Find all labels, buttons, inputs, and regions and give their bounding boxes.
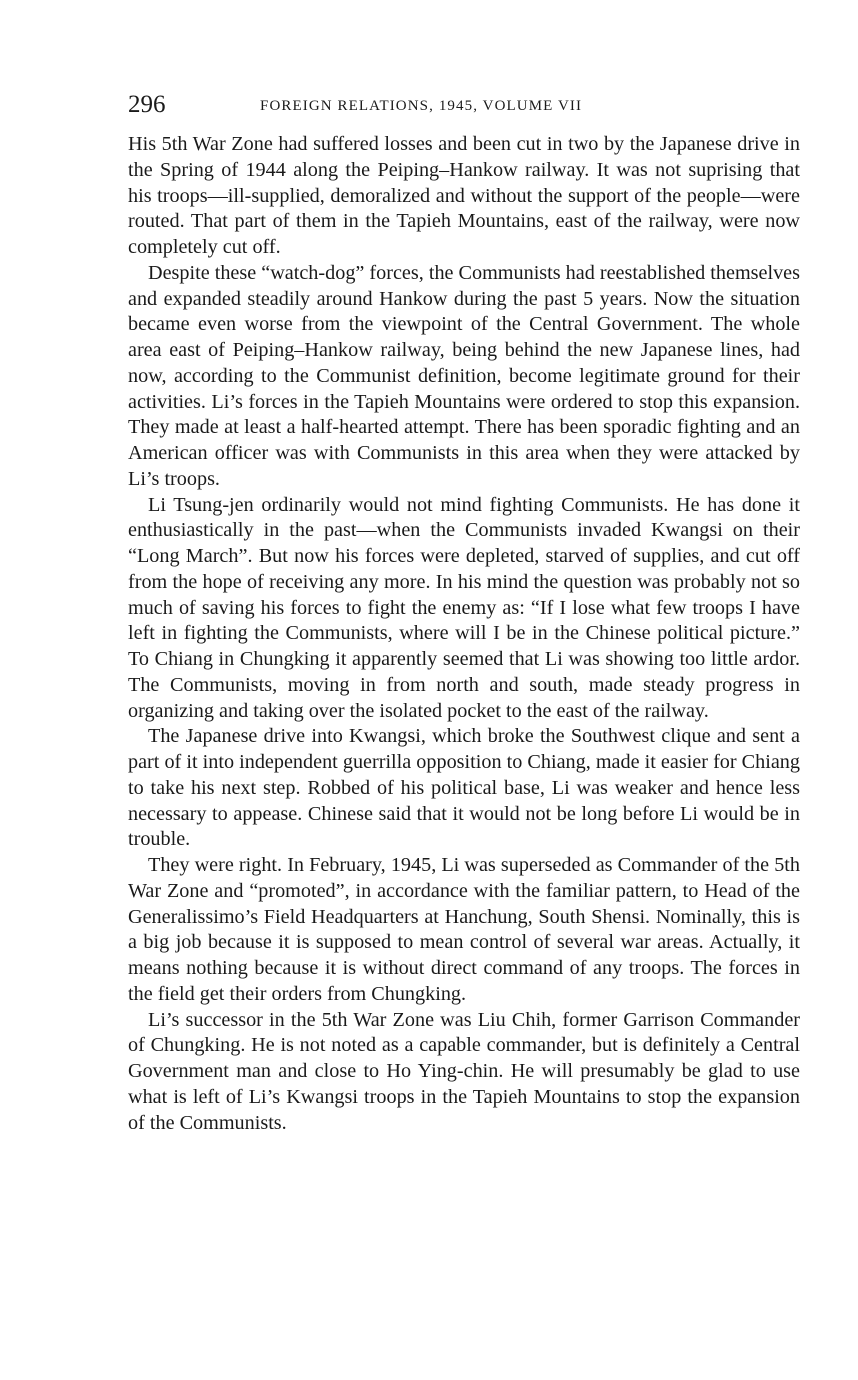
page-number: 296	[128, 91, 166, 118]
paragraph: The Japanese drive into Kwangsi, which broke the Southwest clique and sent a part of it into independent guerrilla opposition to Chiang, made it easier for Chiang to take his next step. Robbed of his political base, Li was weaker and hence less necessary to appease. Chinese said that it would not be long before Li would be in trouble.	[128, 725, 800, 851]
page-header	[128, 90, 800, 120]
document-body	[128, 132, 800, 1136]
paragraph: Li Tsung-jen ordinarily would not mind fighting Communists. He has done it enthusiastically in the past—when the Communists invaded Kwangsi on their “Long March”. But now his forces were depleted, starved of supplies, and cut off from the hope of receiving any more. In his mind the question was probably not so much of saving his forces to fight the enemy as: “If I lose what few troops I have left in fighting the Communists, where will I be in the Chinese political picture.” To Chiang in Chungking it apparently seemed that Li was showing too little ardor. The Communists, moving in from north and south, made steady progress in organizing and taking over the isolated pocket to the east of the railway.	[128, 493, 800, 722]
paragraph: Li’s successor in the 5th War Zone was Liu Chih, former Garrison Commander of Chungking. He is not noted as a capable commander, but is definitely a Central Government man and close to Ho Ying-chin. He will presumably be glad to use what is left of Li’s Kwangsi troops in the Tapieh Mountains to stop the expansion of the Communists.	[128, 1008, 800, 1134]
paragraph: Despite these “watch-dog” forces, the Communists had reestablished themselves and expanded steadily around Hankow during the past 5 years. Now the situation became even worse from the viewpoint of the Central Government. The whole area east of Peiping–Hankow railway, being behind the new Japanese lines, had now, according to the Communist definition, become legitimate ground for their activities. Li’s forces in the Tapieh Mountains were ordered to stop this expansion. They made at least a half-hearted attempt. There has been sporadic fighting and an American officer was with Communists in this area when they were attacked by Li’s troops.	[128, 261, 800, 490]
paragraph: They were right. In February, 1945, Li was superseded as Commander of the 5th War Zone and “promoted”, in accordance with the familiar pattern, to Head of the Generalissimo’s Field Headquarters at Hanchung, South Shensi. Nominally, this is a big job because it is supposed to mean control of several war areas. Actually, it means nothing because it is without direct command of any troops. The forces in the field get their orders from Chungking.	[128, 854, 800, 1005]
paragraph: His 5th War Zone had suffered losses and been cut in two by the Japanese drive in the Spring of 1944 along the Peiping–Hankow railway. It was not suprising that his troops—ill-supplied, demoralized and without the support of the people—were routed. That part of them in the Tapieh Mountains, east of the railway, were now completely cut off.	[128, 133, 800, 258]
running-title: FOREIGN RELATIONS, 1945, VOLUME VII	[260, 98, 583, 114]
